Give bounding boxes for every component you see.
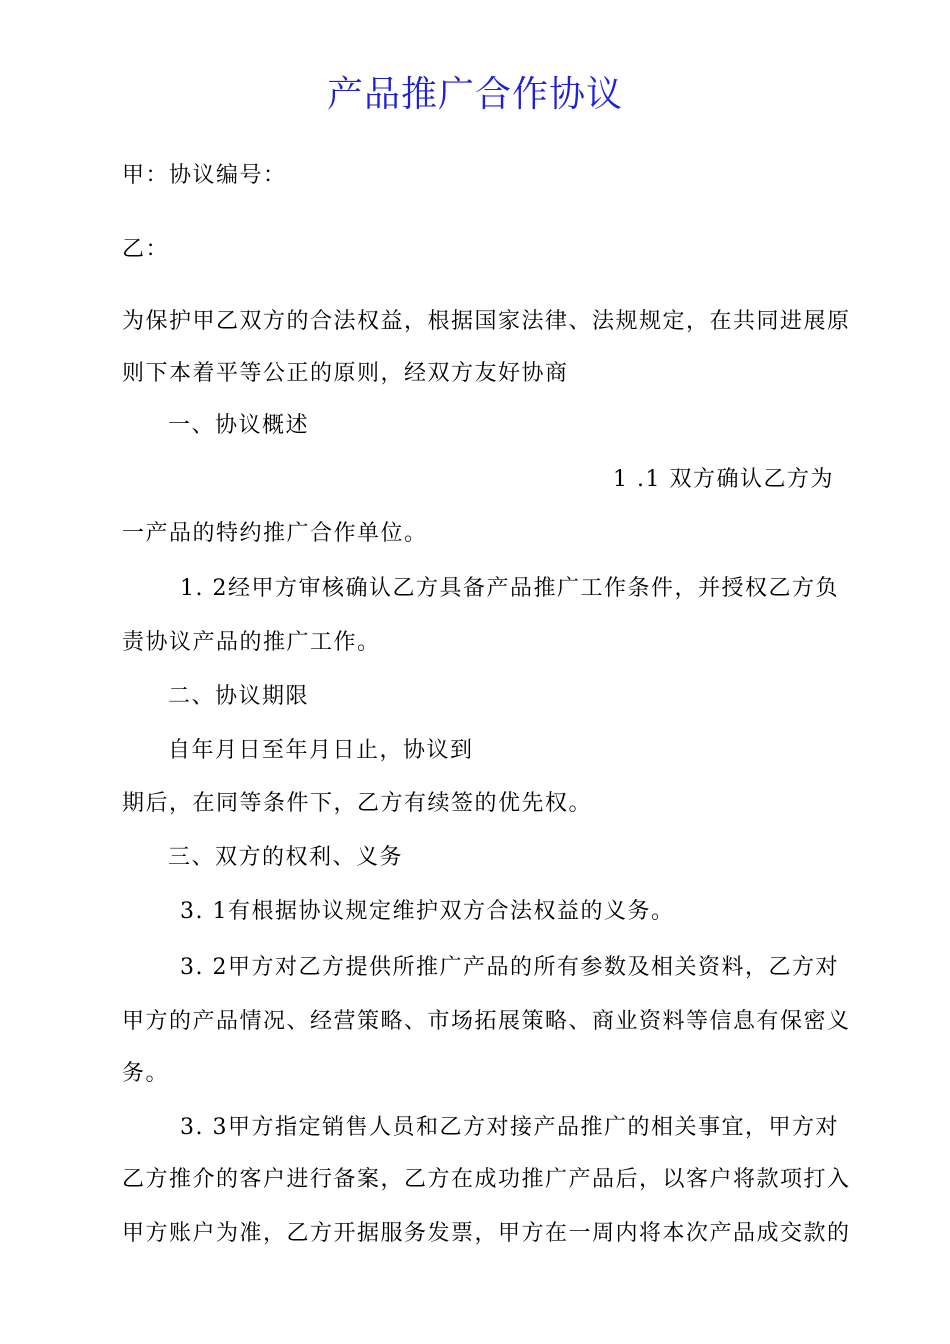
clause-1-1-line-1: 1 .1 双方确认乙方为 [613,467,834,492]
clause-1-2-line-2: 责协议产品的推广工作。 [122,630,381,655]
document-title: 产品推广合作协议 [326,74,623,115]
clause-3-2-line-3: 务。 [122,1061,170,1086]
section1-heading: 一、协议概述 [168,413,310,438]
clause-3-2-line-1: 3. 2甲方对乙方提供所推广产品的所有参数及相关资料，乙方对 [180,955,839,980]
clause-3-3-line-2: 乙方推介的客户进行备案，乙方在成功推广产品后，以客户将款项打入 [122,1167,851,1192]
clause-3-2-line-2: 甲方的产品情况、经营策略、市场拓展策略、商业资料等信息有保密义 [122,1009,851,1034]
clause-3-1: 3. 1有根据协议规定维护双方合法权益的义务。 [180,899,675,924]
intro-line-2: 则下本着平等公正的原则，经双方友好协商 [122,361,569,386]
section3-heading: 三、双方的权利、义务 [168,845,404,870]
party-b-line: 乙： [122,237,170,262]
term-line-1: 自年月日至年月日止，协议到 [168,738,474,763]
term-line-2: 期后，在同等条件下，乙方有续签的优先权。 [122,791,593,816]
section2-heading: 二、协议期限 [168,684,310,709]
clause-3-3-line-1: 3. 3甲方指定销售人员和乙方对接产品推广的相关事宜，甲方对 [180,1115,839,1140]
party-a-line: 甲：协议编号： [122,163,287,188]
clause-3-3-line-3: 甲方账户为准，乙方开据服务发票，甲方在一周内将本次产品成交款的 [122,1221,851,1246]
intro-line-1: 为保护甲乙双方的合法权益，根据国家法律、法规规定，在共同进展原 [122,309,851,334]
clause-1-2-line-1: 1. 2经甲方审核确认乙方具备产品推广工作条件，并授权乙方负 [180,576,839,601]
clause-1-1-line-2: 一产品的特约推广合作单位。 [122,521,428,546]
